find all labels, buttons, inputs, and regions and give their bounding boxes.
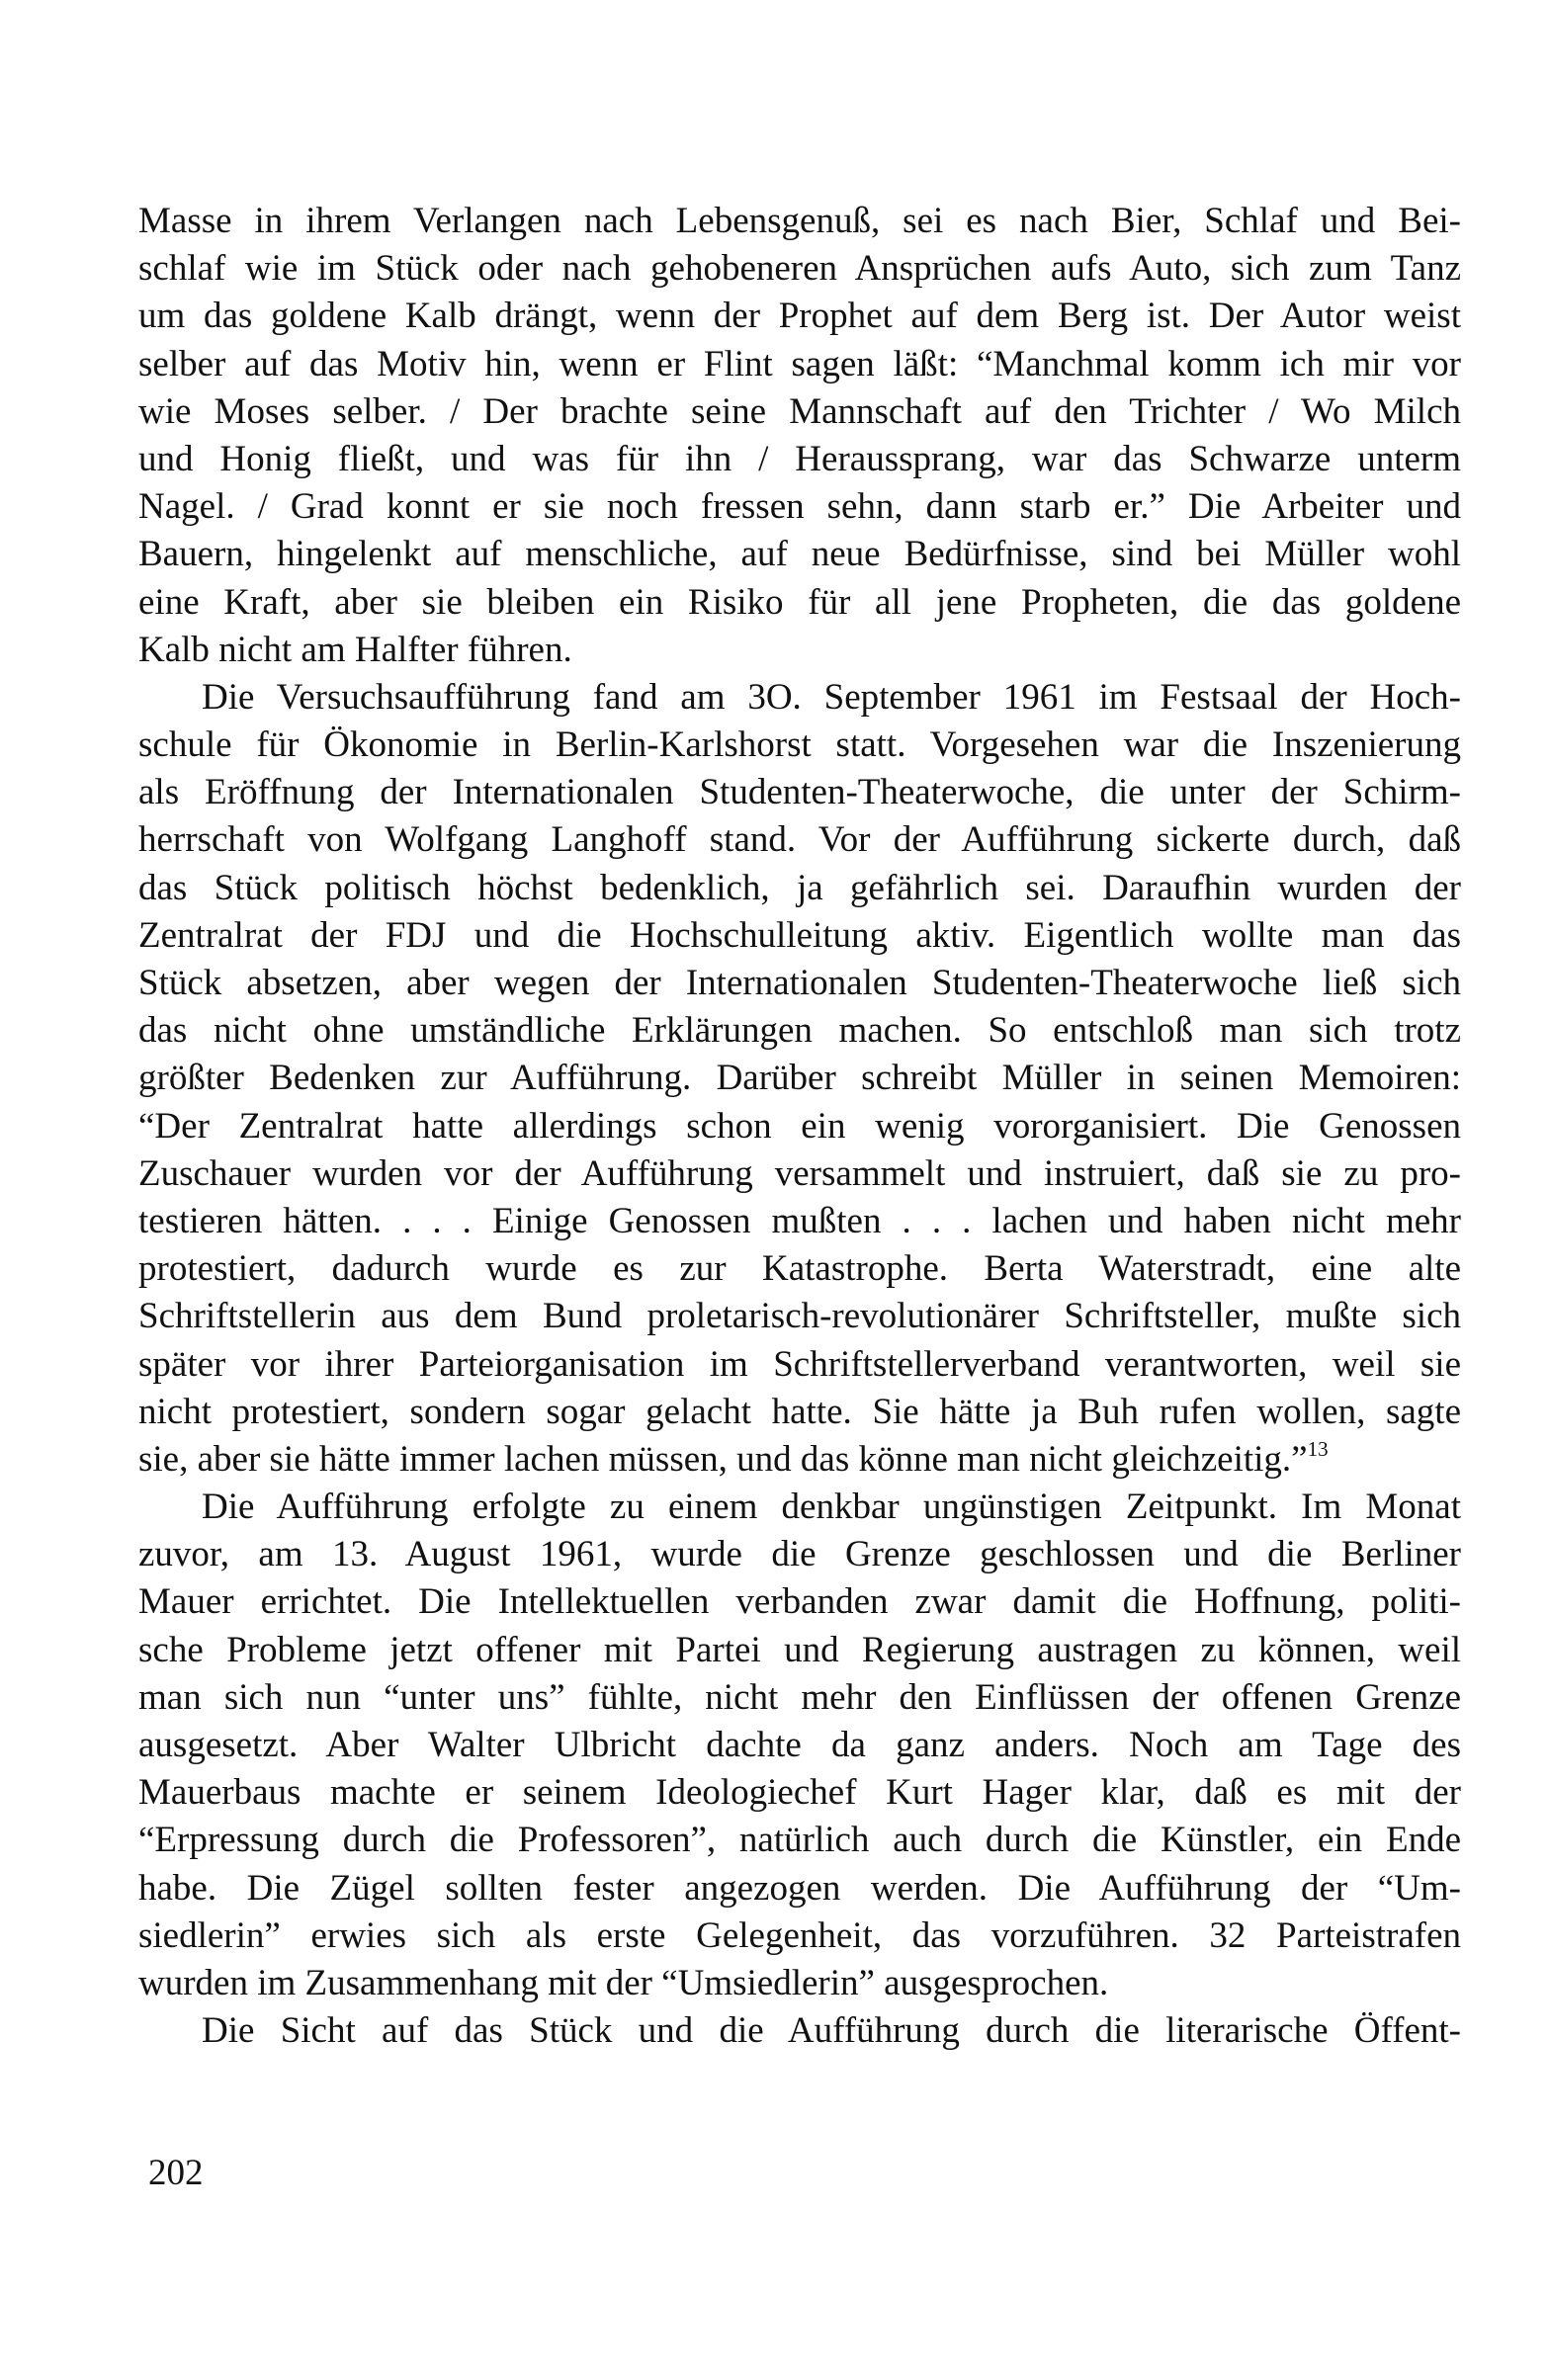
text-line: Die Versuchsaufführung fand am 3O. September 1961 im Festsaal der Hoch-: [202, 676, 1461, 718]
text-line: als Eröffnung der Internationalen Studenten-Theaterwoche, die unter der Schirm-: [138, 772, 1461, 813]
text-line: “Der Zentralrat hatte allerdings schon ein wenig vororganisiert. Die Genossen: [138, 1105, 1461, 1147]
text-line: schlaf wie im Stück oder nach gehobeneren Ansprüchen aufs Auto, sich zum Tanz: [138, 248, 1461, 290]
text-line: man sich nun “unter uns” fühlte, nicht mehr den Einflüssen der offenen Grenze: [138, 1676, 1461, 1718]
text-line: siedlerin” erwies sich als erste Gelegenheit, das vorzuführen. 32 Parteistrafen: [138, 1914, 1461, 1956]
text-line: testieren hätten. . . . Einige Genossen mußten . . . lachen und haben nicht mehr: [138, 1200, 1461, 1241]
text-line: herrschaft von Wolfgang Langhoff stand. Vor der Aufführung sickerte durch, daß: [138, 819, 1461, 861]
text-line: “Erpressung durch die Professoren”, natürlich auch durch die Künstler, ein Ende: [138, 1820, 1461, 1861]
text-line: ausgesetzt. Aber Walter Ulbricht dachte da ganz anders. Noch am Tage des: [138, 1725, 1461, 1765]
text-line: Die Aufführung erfolgte zu einem denkbar ungünstigen Zeitpunkt. Im Monat: [202, 1487, 1461, 1528]
text-line: Mauer errichtet. Die Intellektuellen verbanden zwar damit die Hoffnung, politi-: [138, 1581, 1461, 1623]
text-line: Stück absetzen, aber wegen der Internationalen Studenten-Theaterwoche ließ sich: [138, 963, 1461, 1003]
text-line: sche Probleme jetzt offener mit Partei und Regierung austragen zu können, weil: [138, 1629, 1461, 1670]
text-line: habe. Die Zügel sollten fester angezogen werden. Die Aufführung der “Um-: [138, 1867, 1461, 1909]
body-text: [138, 198, 1461, 2055]
text-line: Schriftstellerin aus dem Bund proletarisch-revolutionärer Schriftsteller, mußte sich: [138, 1296, 1461, 1337]
text-line: Nagel. / Grad konnt er sie noch fressen sehn, dann starb er.” Die Arbeiter und: [138, 486, 1461, 528]
text-line: Zentralrat der FDJ und die Hochschulleitung aktiv. Eigentlich wollte man das: [138, 914, 1461, 956]
text-line: das nicht ohne umständliche Erklärungen machen. So entschloß man sich trotz: [138, 1010, 1461, 1052]
page-number: 202: [148, 2153, 204, 2193]
text-line: selber auf das Motiv hin, wenn er Flint sagen läßt: “Manchmal komm ich mir vor: [138, 343, 1461, 384]
paragraph: [138, 198, 1461, 674]
text-line: schule für Ökonomie in Berlin-Karlshorst statt. Vorgesehen war die Inszenierung: [138, 724, 1461, 766]
text-line: und Honig fließt, und was für ihn / Heraussprang, war das Schwarze unterm: [138, 438, 1461, 479]
paragraph: [138, 2007, 1461, 2055]
text-line: wie Moses selber. / Der brachte seine Mannschaft auf den Trichter / Wo Milch: [138, 390, 1461, 432]
footnote-reference: 13: [1307, 1436, 1329, 1461]
text-line: Zuschauer wurden vor der Aufführung versammelt und instruiert, daß sie zu pro-: [138, 1152, 1461, 1194]
paragraph: [138, 1484, 1461, 2007]
text-line: wurden im Zusammenhang mit der “Umsiedlerin” ausgesprochen.: [138, 1962, 1109, 2003]
text-line: Masse in ihrem Verlangen nach Lebensgenuß, sei es nach Bier, Schlaf und Bei-: [138, 201, 1461, 241]
text-line: das Stück politisch höchst bedenklich, ja gefährlich sei. Daraufhin wurden der: [138, 867, 1461, 908]
text-line: protestiert, dadurch wurde es zur Katastrophe. Berta Waterstradt, eine alte: [138, 1248, 1461, 1290]
text-line: zuvor, am 13. August 1961, wurde die Grenze geschlossen und die Berliner: [138, 1534, 1461, 1575]
text-line: um das goldene Kalb drängt, wenn der Prophet auf dem Berg ist. Der Autor weist: [138, 296, 1461, 337]
text-line: Die Sicht auf das Stück und die Aufführung durch die literarische Öffent-: [202, 2010, 1461, 2052]
text-line: [138, 1436, 1461, 1484]
text-line: Mauerbaus machte er seinem Ideologiechef Kurt Hager klar, daß es mit der: [138, 1772, 1461, 1814]
text-line: Bauern, hingelenkt auf menschliche, auf neue Bedürfnisse, sind bei Müller wohl: [138, 534, 1461, 575]
line-text: sie, aber sie hätte immer lachen müssen, und das könne man nicht gleichzeitig.”: [138, 1438, 1308, 1480]
text-line: nicht protestiert, sondern sogar gelacht hatte. Sie hätte ja Buh rufen wollen, sagte: [138, 1391, 1461, 1432]
text-line: eine Kraft, aber sie bleiben ein Risiko für all jene Propheten, die das goldene: [138, 581, 1461, 623]
paragraph: [138, 674, 1461, 1484]
text-line: größter Bedenken zur Aufführung. Darüber schreibt Müller in seinen Memoiren:: [138, 1058, 1461, 1099]
text-line: später vor ihrer Parteiorganisation im Schriftstellerverband verantworten, weil sie: [138, 1343, 1461, 1385]
text-line: Kalb nicht am Halfter führen.: [138, 629, 572, 670]
